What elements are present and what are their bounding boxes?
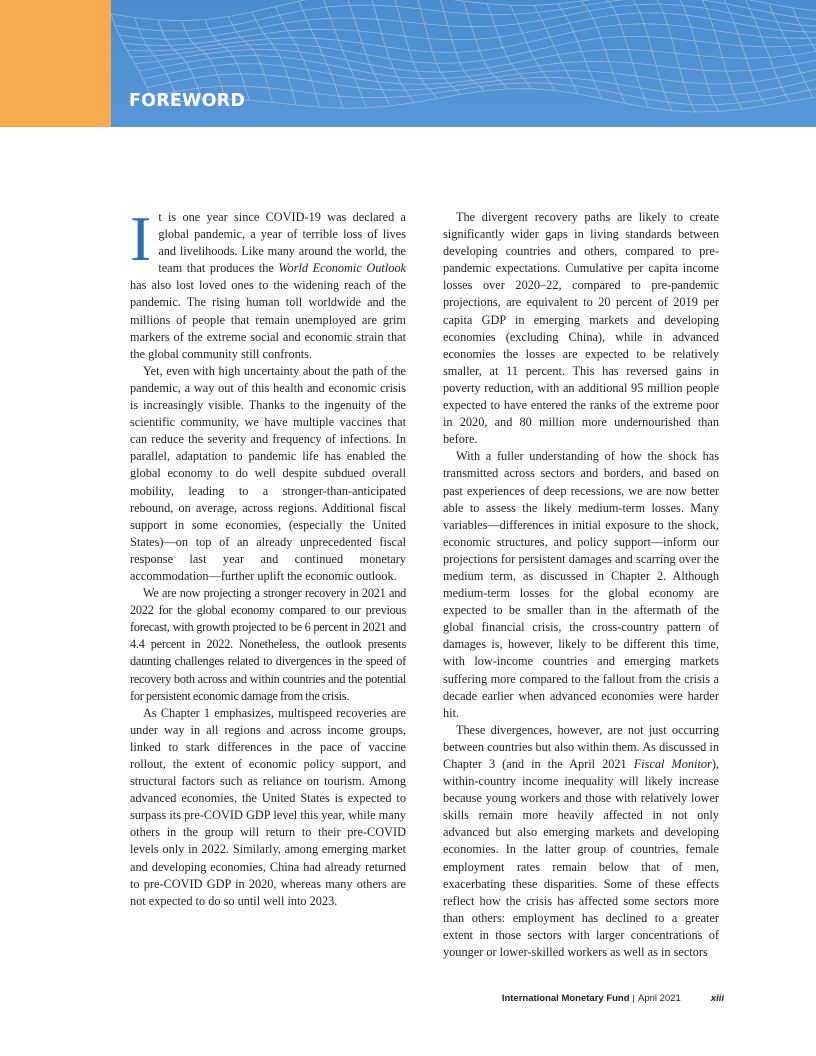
paragraph: It is one year since COVID-19 was declared a global pandemic, a year of terrible loss of lives and livelihoods. Like many around the world, the team that produces the World Economic Outlook has also lost loved ones to the widening reach of the pandemic. The rising human toll worldwide and the millions of people that remain unemployed are grim markers of the extreme social and economic strain that the global community still confronts. xyxy=(130,203,406,361)
paragraph: The divergent recovery paths are likely to create significantly wider gaps in living standards between developing countries and others, compared to pre-pandemic expectations. Cumulative per capita income losses over 2020–22, compared to pre-pandemic projections, are equivalent to 20 percent of 2019 per capita GDP in emerging markets and developing economies (excluding China), while in advanced economies the losses are expected to be relatively smaller, at 11 percent. This has reversed gains in poverty reduction, with an additional 95 million people expected to have entered the ranks of the extreme poor in 2020, and 80 million more undernourished than before. xyxy=(443,210,719,447)
footer-separator: | xyxy=(632,993,636,1004)
accent-color-block xyxy=(0,0,111,127)
paragraph: We are now projecting a stronger recovery in 2021 and 2022 for the global economy compared to our previous forecast, with growth projected to be 6 percent in 2021 and 4.4 percent in 2022. Nonetheless, the outlook presents daunting challenges related to divergences in the speed of recovery both across and within countries and the potential for persistent economic damage from the crisis. xyxy=(130,586,406,703)
paragraph: With a fuller understanding of how the shock has transmitted across sectors and borders, and based on past experiences of deep recessions, we are now better able to assess the likely medium-term losses. Many variables—differences in initial exposure to the shock, economic structures, and policy support—inform our projections for persistent damages and scarring over the medium term, as discussed in Chapter 2. Although medium-term losses for the global economy are expected to be smaller than in the aftermath of the global financial crisis, the cross-country pattern of damages is, however, likely to be different this time, with low-income countries and emerging markets suffering more compared to the fallout from the crisis a decade earlier when advanced economies were harder hit. xyxy=(443,449,719,720)
drop-cap-letter: I xyxy=(130,203,152,274)
footer-date: April 2021 xyxy=(638,993,681,1004)
publication-title: Fiscal Monitor xyxy=(633,757,712,771)
publication-title: World Economic Outlook xyxy=(278,261,406,276)
right-text-column xyxy=(443,209,719,961)
paragraph: Yet, even with high uncertainty about the path of the pandemic, a way out of this health and economic crisis is increasingly visible. Thanks to the ingenuity of the scientific community, we have multiple vaccines that can reduce the severity and frequency of infections. In parallel, adaptation to pandemic life has enabled the global economy to do well despite subdued overall mobility, leading to a stronger-than-anticipated rebound, on average, across regions. Additional fiscal support in some economies, (especially the United States)—on top of an already unprecedented fiscal response last year and continued monetary accommodation—further uplift the economic outlook. xyxy=(130,363,406,583)
left-text-column xyxy=(130,203,406,910)
paragraph: These divergences, however, are not just occurring between countries but also within them. As discussed in Chapter 3 (and in the April 2021 Fiscal Monitor), within-country income inequality will likely increase because young workers and those with relatively lower skills remain more heavily affected in not only advanced but also emerging markets and developing economies. In the latter group of countries, female employment rates remain below that of men, exacerbating these disparities. Some of these effects reflect how the crisis has affected some sectors more than others: employment has declined to a greater extent in those sectors with larger concentrations of younger or lower-skilled workers as well as in sectors xyxy=(443,722,719,960)
footer-organization: International Monetary Fund xyxy=(501,993,630,1004)
page-number: xiii xyxy=(710,993,724,1004)
page-footer xyxy=(502,993,724,1004)
page-title: FOREWORD xyxy=(129,91,246,111)
paragraph: As Chapter 1 emphasizes, multispeed recoveries are under way in all regions and across income groups, linked to stark differences in the pace of vaccine rollout, the extent of economic policy support, and structural factors such as reliance on tourism. Among advanced economies, the United States is expected to surpass its pre-COVID GDP level this year, while many others in the group will return to their pre-COVID levels only in 2022. Similarly, among emerging market and developing economies, China had already returned to pre-COVID GDP in 2020, whereas many others are not expected to do so until well into 2023. xyxy=(130,705,406,908)
header-banner xyxy=(111,0,816,127)
